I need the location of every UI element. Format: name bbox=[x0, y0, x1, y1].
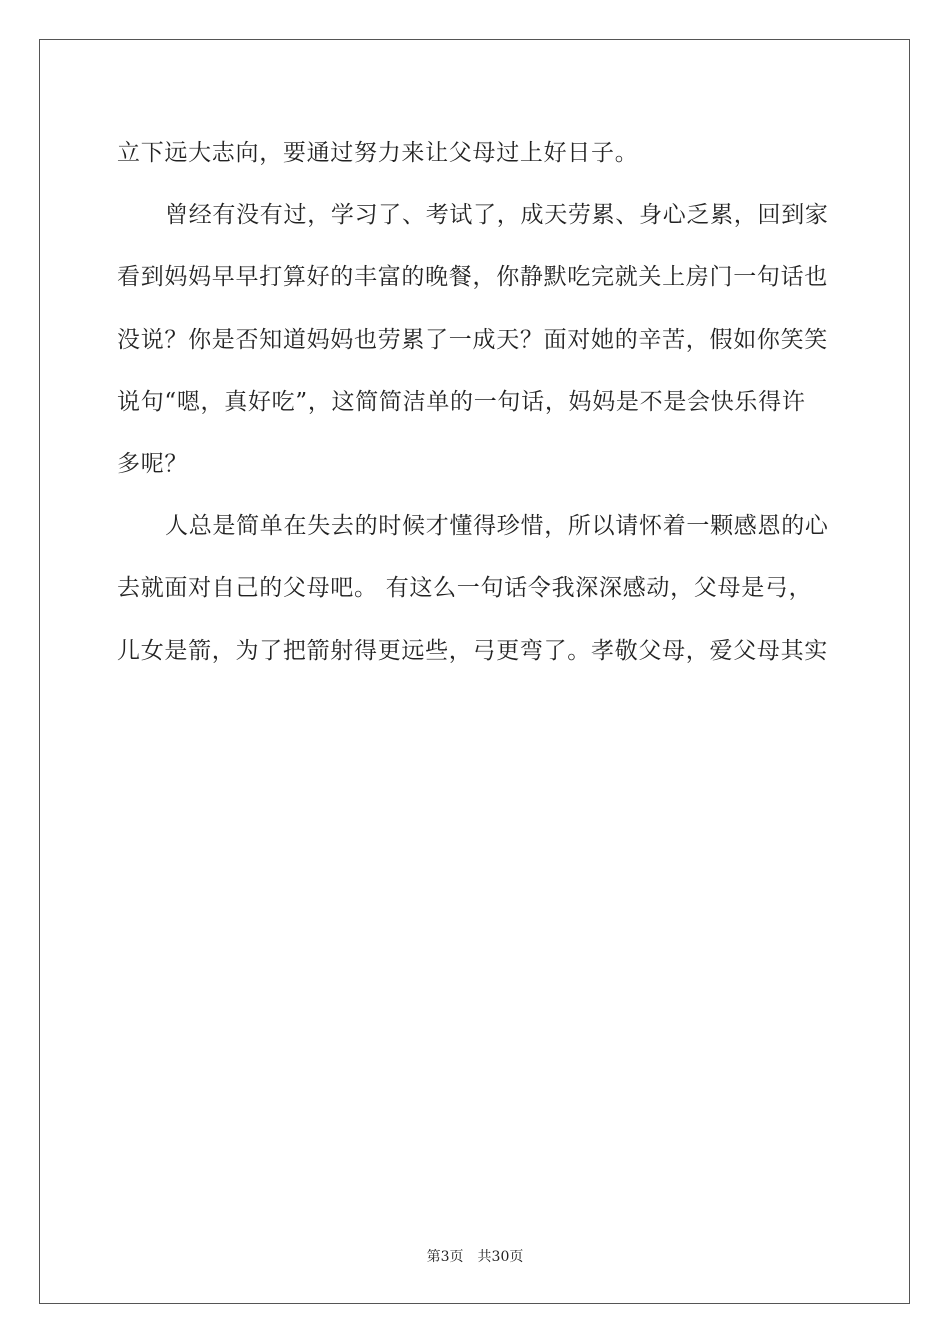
text-line: 人总是简单在失去的时候才懂得珍惜，所以请怀着一颗感恩的心 bbox=[165, 513, 829, 540]
text-line: 去就面对自己的父母吧。 有这么一句话令我深深感动，父母是弓， bbox=[117, 575, 813, 602]
text-line: 看到妈妈早早打算好的丰富的晚餐，你静默吃完就关上房门一句话也 bbox=[117, 264, 828, 291]
text-line: 多呢？ bbox=[117, 451, 189, 478]
page-total: 共30页 bbox=[477, 1249, 524, 1265]
document-body bbox=[117, 122, 833, 682]
text-line: 说句“嗯，真好吃”，这简简洁单的一句话，妈妈是不是会快乐得许 bbox=[117, 388, 806, 415]
page-number: 第3页 bbox=[426, 1249, 464, 1265]
page-footer bbox=[0, 1246, 950, 1266]
text-line: 曾经有没有过，学习了、考试了，成天劳累、身心乏累，回到家 bbox=[165, 202, 829, 229]
text-line: 立下远大志向，要通过努力来让父母过上好日子。 bbox=[117, 140, 639, 166]
text-line: 没说？你是否知道妈妈也劳累了一成天？面对她的辛苦，假如你笑笑 bbox=[117, 326, 828, 353]
text-line: 儿女是箭，为了把箭射得更远些，弓更弯了。孝敬父母，爱父母其实 bbox=[117, 637, 828, 664]
